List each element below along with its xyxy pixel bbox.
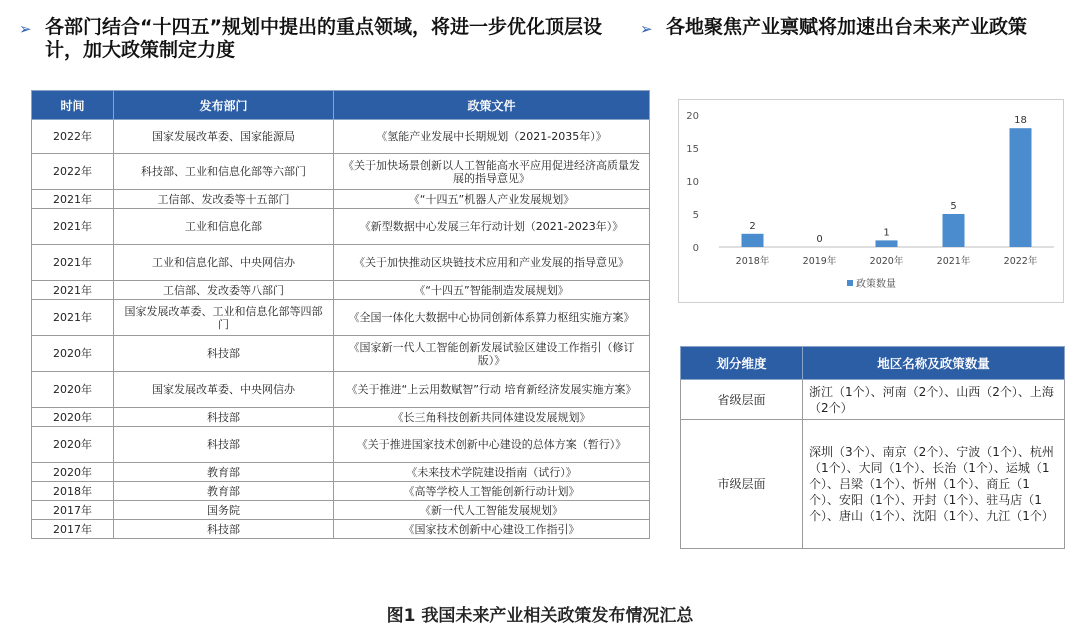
table-row — [32, 463, 650, 482]
time-cell: 2021年 — [32, 300, 114, 336]
table-row — [32, 408, 650, 427]
y-tick-label: 0 — [692, 243, 699, 254]
bullet-text: 各部门结合“十四五”规划中提出的重点领域，将进一步优化顶层设计，加大政策制定力度 — [45, 16, 602, 61]
table-row — [32, 300, 650, 336]
policy-count-chart — [678, 99, 1064, 303]
document-cell: 《氢能产业发展中长期规划（2021-2035年）》 — [334, 120, 650, 154]
document-cell: 《“十四五”机器人产业发展规划》 — [334, 190, 650, 209]
data-label: 5 — [950, 201, 957, 212]
data-label: 18 — [1014, 115, 1027, 127]
time-cell: 2021年 — [32, 190, 114, 209]
bar — [943, 214, 965, 247]
region-list-cell: 浙江（1个）、河南（2个）、山西（2个）、上海（2个） — [803, 380, 1065, 420]
data-label: 2 — [749, 220, 756, 232]
department-cell: 国家发展改革委、工业和信息化部等四部门 — [114, 300, 334, 336]
table-row — [32, 372, 650, 408]
table-row — [32, 281, 650, 300]
y-tick-label: 15 — [686, 144, 699, 155]
document-cell: 《关于加快场景创新以人工智能高水平应用促进经济高质量发展的指导意见》 — [334, 154, 650, 190]
department-cell: 工信部、发改委等十五部门 — [114, 190, 334, 209]
time-cell: 2021年 — [32, 245, 114, 281]
figure-caption: 图1 我国未来产业相关政策发布情况汇总 — [386, 606, 694, 626]
department-cell: 工业和信息化部 — [114, 209, 334, 245]
y-tick-label: 5 — [692, 210, 699, 221]
document-cell: 《新一代人工智能发展规划》 — [334, 501, 650, 520]
document-cell: 《“十四五”智能制造发展规划》 — [334, 281, 650, 300]
table-row — [32, 501, 650, 520]
arrow-bullet-icon: ➢ — [19, 20, 32, 38]
time-cell: 2020年 — [32, 408, 114, 427]
header-time: 时间 — [32, 91, 114, 120]
region-list-cell: 深圳（3个）、南京（2个）、宁波（1个）、杭州（1个）、大同（1个）、长治（1个）、运城（1个）、吕梁（1个）、忻州（1个）、商丘（1个）、安阳（1个）、开封（1个）、驻马店（1个）、唐山（1个）、沈阳（1个）、九江（1个） — [803, 420, 1065, 549]
dimension-cell: 市级层面 — [681, 420, 803, 549]
bullet-regional-policies — [640, 16, 1070, 39]
table-row — [32, 482, 650, 501]
header-dimension: 划分维度 — [681, 347, 803, 380]
x-tick-label: 2021年 — [936, 256, 971, 267]
x-tick-label: 2022年 — [1003, 256, 1038, 267]
table-row — [32, 190, 650, 209]
bar-chart-svg — [679, 100, 1063, 302]
table-row — [32, 209, 650, 245]
bar — [742, 234, 764, 247]
department-cell: 科技部 — [114, 427, 334, 463]
bar — [876, 240, 898, 247]
document-cell: 《国家技术创新中心建设工作指引》 — [334, 520, 650, 539]
time-cell: 2020年 — [32, 336, 114, 372]
document-cell: 《国家新一代人工智能创新发展试验区建设工作指引（修订版）》 — [334, 336, 650, 372]
data-label: 0 — [816, 234, 823, 245]
region-table — [680, 346, 1065, 549]
x-tick-label: 2019年 — [802, 256, 837, 267]
table-row — [32, 154, 650, 190]
bullet-department-policies — [19, 16, 619, 62]
time-cell: 2018年 — [32, 482, 114, 501]
time-cell: 2020年 — [32, 427, 114, 463]
y-tick-label: 10 — [686, 177, 699, 188]
department-cell: 国家发展改革委、国家能源局 — [114, 120, 334, 154]
x-tick-label: 2020年 — [869, 256, 904, 267]
dimension-cell: 省级层面 — [681, 380, 803, 420]
time-cell: 2017年 — [32, 501, 114, 520]
department-cell: 工业和信息化部、中央网信办 — [114, 245, 334, 281]
y-tick-label: 20 — [686, 111, 699, 122]
table-row — [32, 245, 650, 281]
document-cell: 《新型数据中心发展三年行动计划（2021-2023年）》 — [334, 209, 650, 245]
table-row — [32, 120, 650, 154]
time-cell: 2022年 — [32, 120, 114, 154]
time-cell: 2021年 — [32, 281, 114, 300]
document-cell: 《未来技术学院建设指南（试行）》 — [334, 463, 650, 482]
header-department: 发布部门 — [114, 91, 334, 120]
table-row — [32, 427, 650, 463]
legend-label: 政策数量 — [856, 279, 896, 290]
department-cell: 工信部、发改委等八部门 — [114, 281, 334, 300]
region-table-header — [681, 347, 1065, 380]
bullet-text: 各地聚焦产业禀赋将加速出台未来产业政策 — [666, 16, 1028, 38]
department-cell: 国务院 — [114, 501, 334, 520]
time-cell: 2020年 — [32, 463, 114, 482]
table-row — [681, 380, 1065, 420]
x-tick-label: 2018年 — [735, 256, 770, 267]
department-cell: 国家发展改革委、中央网信办 — [114, 372, 334, 408]
policy-table-header — [32, 91, 650, 120]
header-region-list: 地区名称及政策数量 — [803, 347, 1065, 380]
table-row — [681, 420, 1065, 549]
document-cell: 《关于推进“上云用数赋智”行动 培育新经济发展实施方案》 — [334, 372, 650, 408]
time-cell: 2021年 — [32, 209, 114, 245]
data-label: 1 — [883, 227, 890, 239]
document-cell: 《全国一体化大数据中心协同创新体系算力枢纽实施方案》 — [334, 300, 650, 336]
arrow-bullet-icon: ➢ — [640, 20, 653, 38]
time-cell: 2022年 — [32, 154, 114, 190]
department-cell: 科技部 — [114, 408, 334, 427]
document-cell: 《长三角科技创新共同体建设发展规划》 — [334, 408, 650, 427]
department-cell: 科技部 — [114, 336, 334, 372]
department-cell: 科技部、工业和信息化部等六部门 — [114, 154, 334, 190]
header-document: 政策文件 — [334, 91, 650, 120]
table-row — [32, 336, 650, 372]
legend-swatch — [847, 280, 853, 286]
document-cell: 《关于推进国家技术创新中心建设的总体方案（暂行）》 — [334, 427, 650, 463]
bar — [1010, 128, 1032, 247]
table-row — [32, 520, 650, 539]
time-cell: 2020年 — [32, 372, 114, 408]
document-cell: 《高等学校人工智能创新行动计划》 — [334, 482, 650, 501]
department-cell: 教育部 — [114, 482, 334, 501]
department-cell: 教育部 — [114, 463, 334, 482]
policy-table — [31, 90, 650, 539]
department-cell: 科技部 — [114, 520, 334, 539]
time-cell: 2017年 — [32, 520, 114, 539]
document-cell: 《关于加快推动区块链技术应用和产业发展的指导意见》 — [334, 245, 650, 281]
